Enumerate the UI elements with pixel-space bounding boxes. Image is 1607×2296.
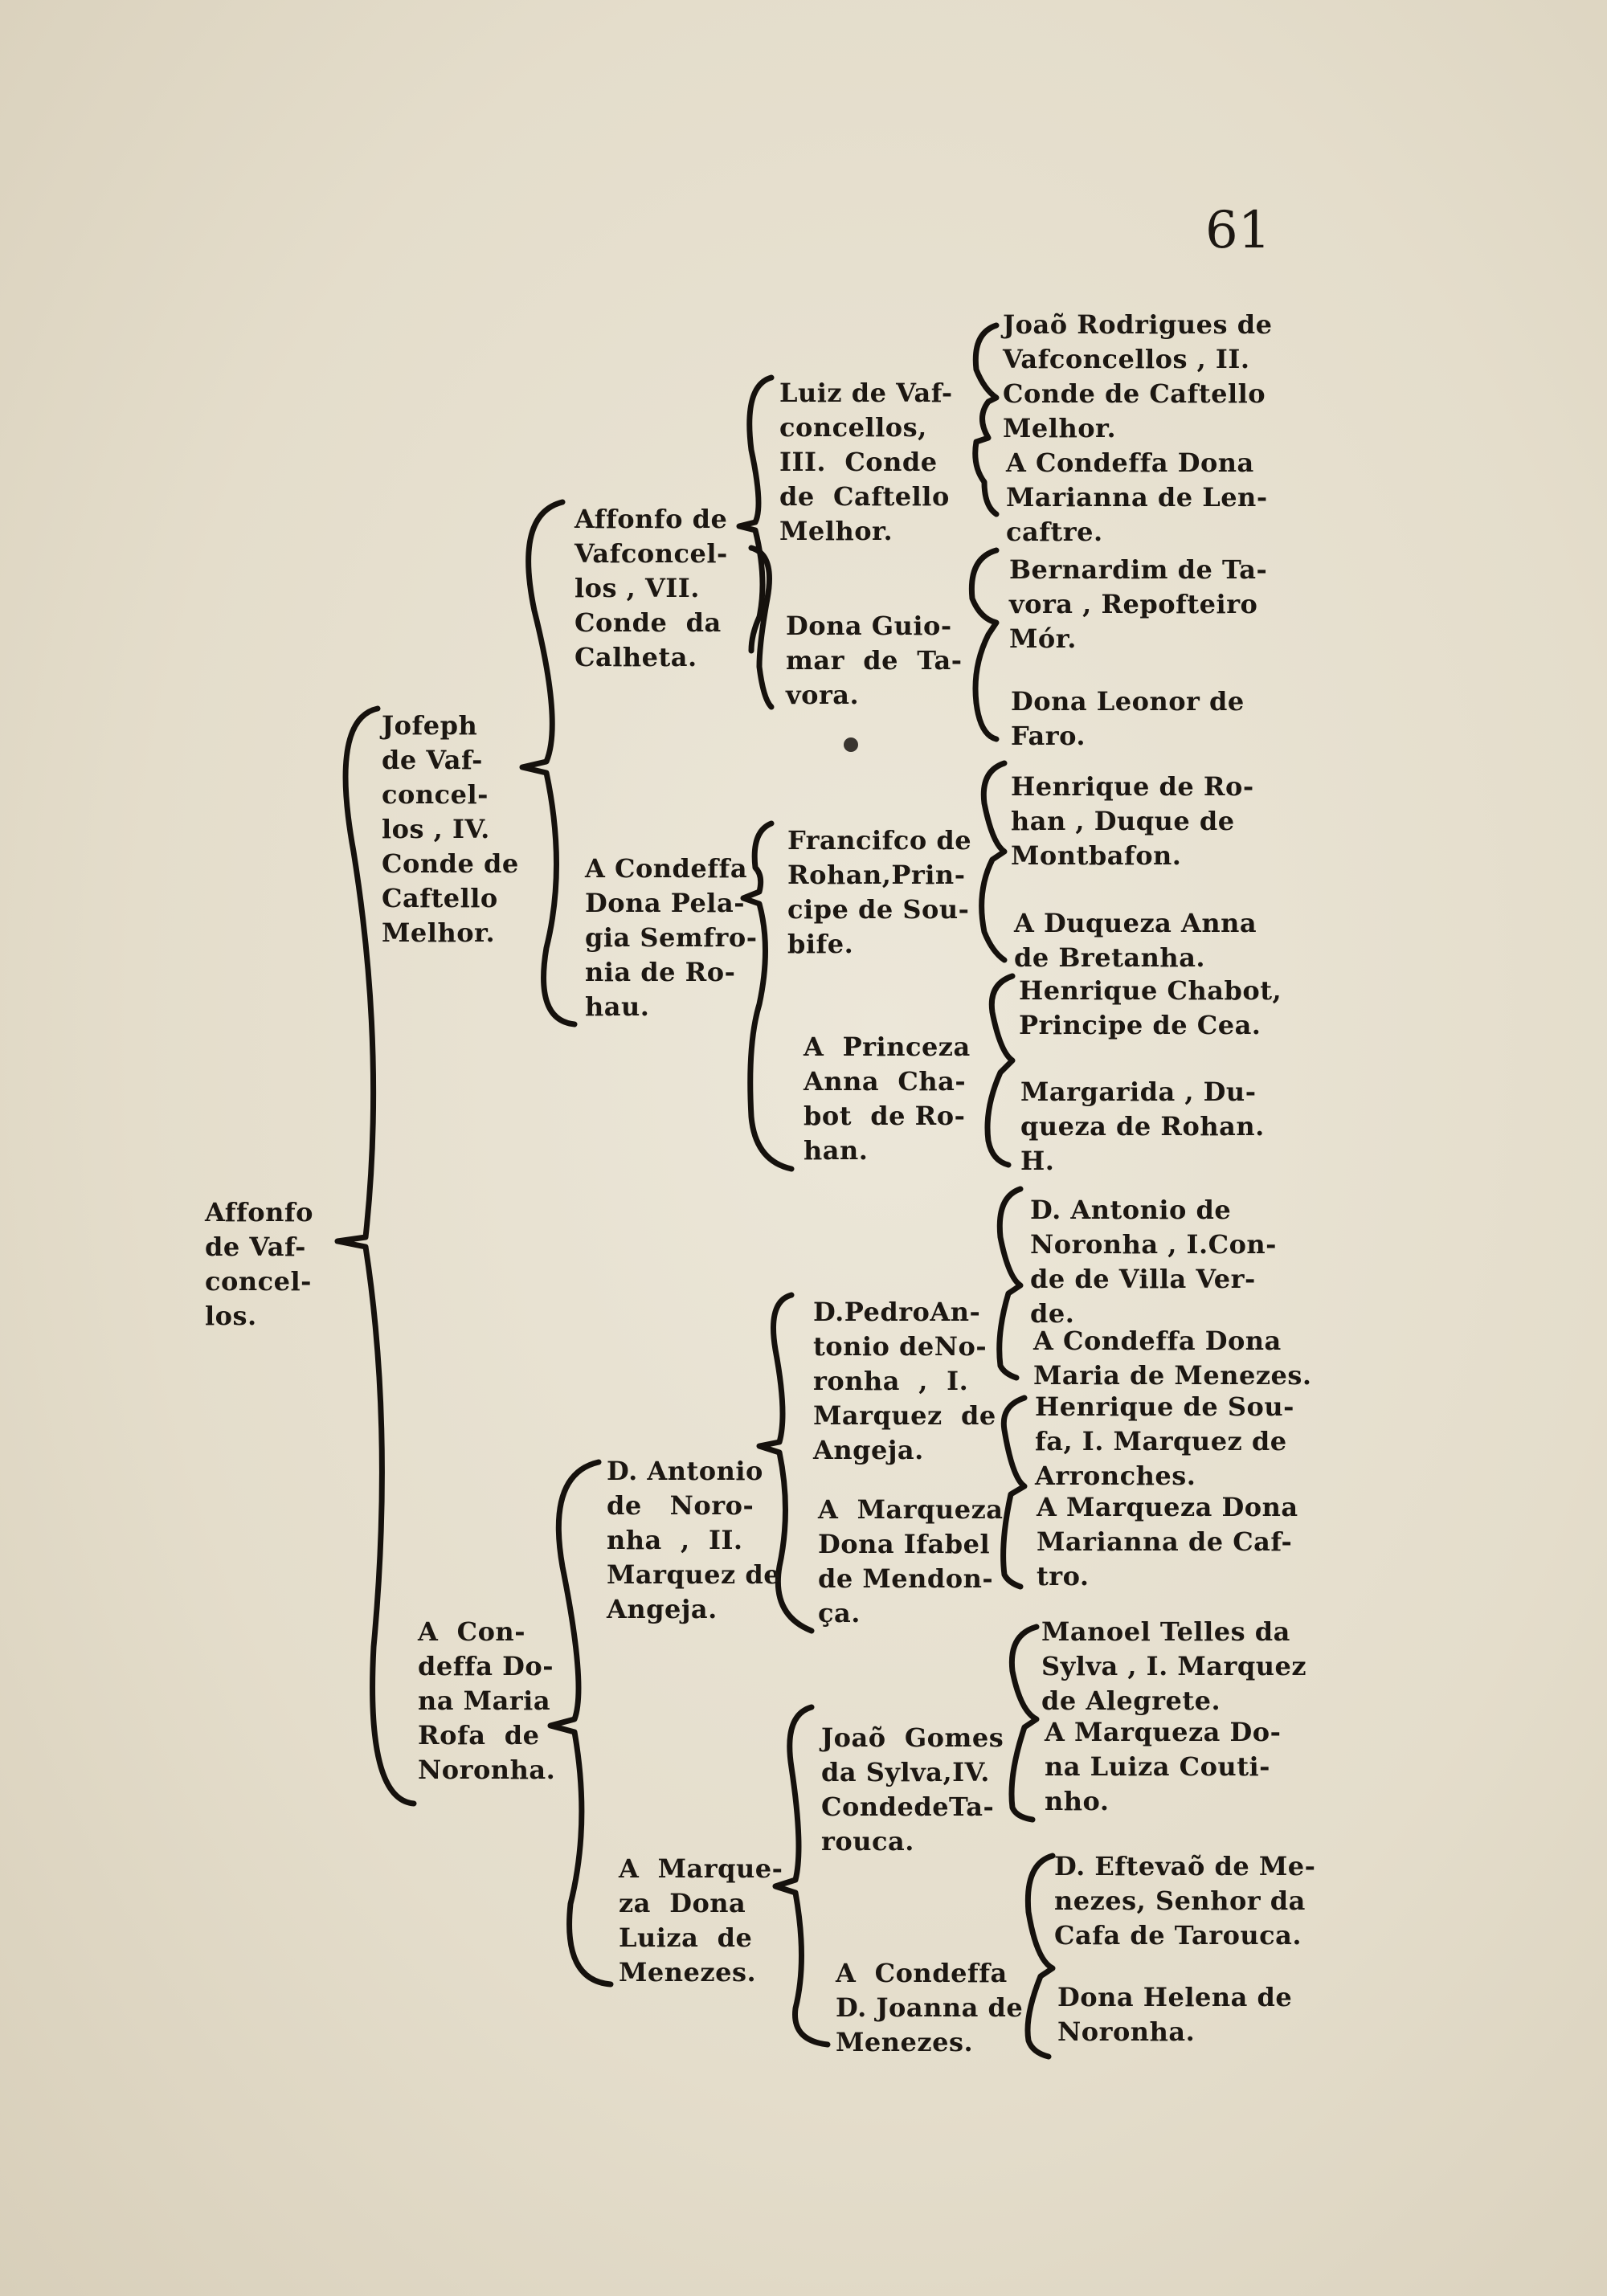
person-bernardim-tavora: Bernardim de Ta- vora , Repofteiro Mór. xyxy=(1009,554,1268,654)
person-princeza-anna-chabot: A Princeza Anna Cha- bot de Ro- han. xyxy=(804,1032,971,1166)
person-marqueza-ifabel: A Marqueza Dona Ifabel de Mendon- ça. xyxy=(818,1494,1004,1628)
bracket-l2-upper xyxy=(522,502,575,1024)
person-joao-gomes-iv-conde: Joaõ Gomes da Sylva,IV. CondedeTa- rouca. xyxy=(821,1722,1004,1857)
bracket-l4-e xyxy=(1000,1189,1020,1378)
bracket-l4-f xyxy=(1004,1398,1024,1587)
person-luiz-iii-conde: Luiz de Vaf- concellos, III. Conde de Caftello Melhor. xyxy=(779,378,953,546)
person-antonio-villa-verde: D. Antonio de Noronha , I.Con- de de Villa Ver- de. xyxy=(1030,1195,1277,1329)
person-affonfo-vii-conde: Affonfo de Vafconcel- los , VII. Conde da Calheta. xyxy=(575,504,728,672)
person-henrique-soufa: Henrique de Sou- fa, I. Marquez de Arronches. xyxy=(1035,1391,1294,1491)
person-duqueza-anna: A Duqueza Anna de Bretanha. xyxy=(1014,908,1257,973)
page-number: 61 xyxy=(1205,201,1271,260)
person-condeffa-maria-rofa: A Con- deffa Do- na Maria Rofa de Noronha. xyxy=(418,1616,556,1785)
person-margarida-rohan: Margarida , Du- queza de Rohan. H. xyxy=(1020,1077,1265,1176)
person-marqueza-luiza: A Marque- za Dona Luiza de Menezes. xyxy=(619,1853,783,1988)
person-condeffa-joanna: A Condeffa D. Joanna de Menezes. xyxy=(836,1958,1024,2057)
person-helena-noronha: Dona Helena de Noronha. xyxy=(1057,1982,1293,2047)
person-condeffa-pelagia: A Condeffa Dona Pela- gia Semfro- nia de Ro- hau. xyxy=(585,853,758,1022)
bracket-l4-a xyxy=(975,325,996,514)
person-pedro-antonio-i-marquez: D.PedroAn- tonio deNo- ronha , I. Marquez de Angeja. xyxy=(813,1297,996,1465)
person-affonfo-de-vafconcellos: Affonfo de Vaf- concel- los. xyxy=(205,1197,314,1331)
person-joao-rodrigues: Joaõ Rodrigues de Vafconcellos , II. Conde de Caftello Melhor. xyxy=(1003,309,1273,443)
person-manoel-telles: Manoel Telles da Sylva , I. Marquez de Alegrete. xyxy=(1041,1616,1307,1716)
bracket-l3-d xyxy=(775,1707,828,2045)
bracket-l4-h xyxy=(1028,1856,1053,2057)
ink-spot xyxy=(844,737,858,752)
person-eftevao-menezes: D. Eftevaõ de Me- nezes, Senhor da Cafa de Tarouca. xyxy=(1054,1851,1316,1951)
bracket-l4-d xyxy=(988,976,1012,1165)
bracket-l2-lower xyxy=(550,1462,611,1984)
person-guiomar-tavora: Dona Guio- mar de Ta- vora. xyxy=(786,611,963,710)
bracket-l4-c xyxy=(982,763,1004,960)
person-jofeph-iv-conde: Jofeph de Vaf- concel- los , IV. Conde de Caftello Melhor. xyxy=(382,710,519,948)
person-francifco-rohan: Francifco de Rohan,Prin- cipe de Sou- bife. xyxy=(787,825,972,959)
bracket-l4-b xyxy=(971,550,996,739)
person-leonor-faro: Dona Leonor de Faro. xyxy=(1011,686,1245,751)
person-antonio-ii-marquez: D. Antonio de Noro- nha , II. Marquez de Angeja. xyxy=(607,1456,781,1624)
person-henrique-chabot: Henrique Chabot, Principe de Cea. xyxy=(1019,975,1282,1040)
bracket-l4-g xyxy=(1012,1627,1037,1820)
person-condeffa-marianna-lencaftre: A Condeffa Dona Marianna de Len- caftre. xyxy=(1006,447,1268,547)
person-marqueza-marianna-caftro: A Marqueza Dona Marianna de Caf- tro. xyxy=(1037,1492,1298,1591)
person-marqueza-luiza-coutinho: A Marqueza Do- na Luiza Couti- nho. xyxy=(1045,1717,1282,1816)
person-henrique-rohan: Henrique de Ro- han , Duque de Montbafon. xyxy=(1011,771,1254,871)
person-condeffa-maria-menezes: A Condeffa Dona Maria de Menezes. xyxy=(1033,1326,1312,1391)
